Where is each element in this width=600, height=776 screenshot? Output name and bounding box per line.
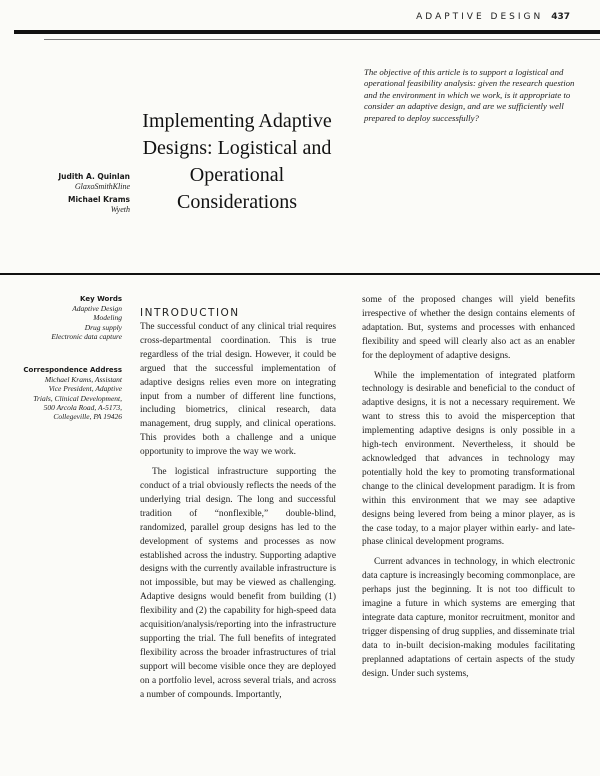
paragraph: The successful conduct of any clinical trial requires cross-departmental coordination. This is true regardless of the trial design. However, it could be argued that the successful implementation of adaptive designs relies even more on integrating input from a number of different line functions, including biometrics, clinical research, data management, drug supply, and clinical operations. This provides both a challenge and a unique opportunity to improve the way we work. bbox=[140, 322, 336, 458]
author-2 bbox=[68, 195, 130, 215]
section-rule bbox=[0, 273, 600, 275]
body-column-left bbox=[140, 321, 336, 702]
top-rule bbox=[14, 30, 600, 34]
paragraph: While the implementation of integrated platform technology is desirable and beneficial to the conduct of adaptive designs, it is not a necessary requirement. We want to stress this to avoid the misperception that implementing adaptive designs is only possible in a high-tech environment. Nevertheless, it should be acknowledged that advances in technology may potentially hold the key to promoting transformational change to the clinical development paradigm. It is from within this environment that we may see adaptive designs being levered from being a minor player, as is the case today, to a major player within early- and late-phase clinical development programs. bbox=[362, 370, 575, 548]
paragraph: The logistical infrastructure supporting the conduct of a trial obviously reflects the needs of the underlying trial design. The long and successful tradition of “nonflexible,” double-blind, randomized, parallel group designs has led to the development of systems and processes as now established across the industry. Supporting adaptive designs with the currently available infrastructure is not impossible, but may be viewed as challenging. Adaptive designs would benefit from building (1) flexibility and (2) the capability for high-speed data acquisition/analysis/reporting into the infrastructure supporting the trial. The full benefits of integrated flexibility across the broader infrastructures of trial support will become visible once they are deployed on a portfolio level, across several trials, and across a number of compounds. Importantly, bbox=[140, 467, 336, 700]
page-number: 437 bbox=[551, 12, 570, 22]
correspondence-line: Collegeville, PA 19426 bbox=[53, 412, 122, 422]
author-1 bbox=[58, 172, 130, 192]
correspondence-line: 500 Arcola Road, A-5173, bbox=[43, 402, 122, 412]
correspondence-line: Vice President, Adaptive bbox=[48, 384, 122, 394]
correspondence-heading: Correspondence Address bbox=[23, 366, 122, 374]
author-affiliation: GlaxoSmithKline bbox=[74, 182, 130, 191]
section-heading: INTRODUCTION bbox=[140, 307, 240, 319]
keywords-block bbox=[10, 295, 122, 341]
author-name: Michael Krams bbox=[68, 195, 130, 204]
keyword: Adaptive Design bbox=[72, 304, 122, 314]
running-header bbox=[416, 12, 570, 22]
keyword: Modeling bbox=[93, 313, 122, 323]
keywords-heading: Key Words bbox=[80, 295, 122, 303]
author-name: Judith A. Quinlan bbox=[58, 172, 130, 181]
running-title: ADAPTIVE DESIGN bbox=[416, 12, 544, 22]
paragraph: Current advances in technology, in which electronic data capture is increasingly becoming commonplace, are perhaps just the beginning. It is not too difficult to imagine a future in which systems are emerging that integrate data capture, monitor recruitment, monitor and trigger dispensing of drug supplies, and disseminate trial data to in-built decision-making modules facilitating preplanned adaptations of certain aspects of the study design. Under such systems, bbox=[362, 557, 575, 679]
top-rule-thin bbox=[44, 39, 600, 40]
paragraph: some of the proposed changes will yield benefits irrespective of whether the design contains elements of adaptation. But, systems and processes with enhanced flexibility and speed will clearly also act as an enabler for the deployment of adaptive designs. bbox=[362, 295, 575, 361]
keyword: Electronic data capture bbox=[51, 331, 122, 341]
correspondence-block bbox=[10, 366, 122, 421]
abstract: The objective of this article is to support a logistical and operational feasibility analysis: given the research question and the environment in which we work, is it appropriate to consider an adaptive design, and are we sufficiently well prepared to deploy successfully? bbox=[364, 67, 575, 123]
body-column-right bbox=[362, 294, 575, 681]
keyword: Drug supply bbox=[84, 322, 122, 332]
correspondence-line: Trials, Clinical Development, bbox=[33, 393, 122, 403]
correspondence-line: Michael Krams, Assistant bbox=[44, 375, 122, 385]
author-affiliation: Wyeth bbox=[110, 205, 130, 214]
article-title: Implementing Adaptive Designs: Logistical and Operational Considerations bbox=[142, 110, 332, 213]
